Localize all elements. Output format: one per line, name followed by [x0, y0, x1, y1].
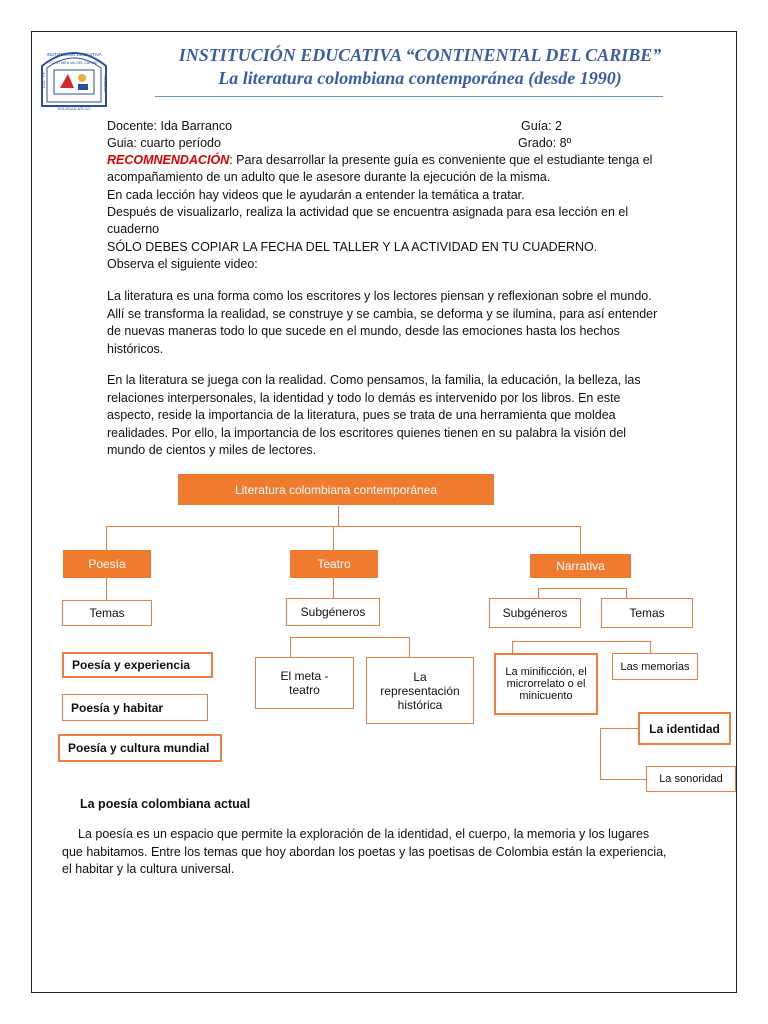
connector [580, 526, 581, 554]
connector [600, 728, 601, 780]
teatro-item-2: La representación histórica [366, 657, 474, 724]
svg-text:CONTINENTAL DEL CARIBE: CONTINENTAL DEL CARIBE [50, 61, 98, 65]
recommendation-line1 [107, 152, 652, 170]
paragraph-1: La literatura es una forma como los escritores y los lectores piensan y reflexionan sobre el mundo. Allí se transforma la realidad, se construye y se cambia, se deforma y se ilumina, para así entender de nuevas maneras todo lo que sucede en el mundo, desde las emociones hasta los hechos históricos. [107, 289, 658, 356]
connector [290, 637, 291, 657]
teacher-name: Docente: Ida Barranco [107, 119, 233, 133]
teatro-subgeneros-node: Subgéneros [286, 598, 380, 626]
teatro-item-1: El meta - teatro [255, 657, 354, 709]
connector [538, 588, 626, 589]
svg-text:SOLEDAD ATLCO: SOLEDAD ATLCO [57, 106, 91, 111]
connector [538, 588, 539, 598]
recommendation-line3: En cada lección hay videos que le ayudarán a entender la temática a tratar. [107, 188, 525, 202]
paragraph-2: En la literatura se juega con la realidad. Como pensamos, la familia, la educación, la belleza, las relaciones interpersonales, la identidad y todo lo demás es intervenido por los libros. En este aspecto, reside la importancia de la literatura, pues se trata de una herramienta que moldea realidades. Por ello, la importancia de los escritores quienes tienen en su palabra la visión del mundo de cientos y miles de lectores. [107, 373, 641, 457]
recommendation-line5: cuaderno [107, 222, 160, 236]
connector [600, 779, 646, 780]
narrativa-tema-item-1: La identidad [638, 712, 731, 745]
section-title: La poesía colombiana actual [80, 797, 251, 811]
connector [600, 728, 638, 729]
connector [333, 526, 334, 550]
poesia-item-2: Poesía y habitar [62, 694, 208, 721]
connector [106, 526, 581, 527]
recommendation-line4: Después de visualizarlo, realiza la actividad que se encuentra asignada para esa lección en el [107, 205, 629, 219]
narrativa-temas-node: Temas [601, 598, 693, 628]
poesia-item-3: Poesía y cultura mundial [58, 734, 222, 762]
narrativa-sub-item-2: Las memorias [612, 653, 698, 680]
narrativa-sub-item-1: La minificción, el microrrelato o el minicuento [494, 653, 598, 715]
connector [290, 637, 409, 638]
recommendation-line2: acompañamiento de un adulto que le asesore durante la ejecución de la misma. [107, 170, 551, 184]
teatro-node: Teatro [290, 550, 378, 578]
narrativa-tema-item-2: La sonoridad [646, 766, 736, 792]
guide-period: Guia: cuarto período [107, 136, 221, 150]
poesia-node: Poesía [63, 550, 151, 578]
connector [512, 641, 650, 642]
root-node: Literatura colombiana contemporánea [178, 474, 494, 505]
svg-text:TRABAJO: TRABAJO [103, 74, 108, 93]
recommendation-line7: Observa el siguiente video: [107, 257, 258, 271]
section-body: La poesía es un espacio que permite la exploración de la identidad, el cuerpo, la memoria y los lugares que habitamos. Entre los temas que hoy abordan los poetas y las poetisas de Colombia están la experiencia, el habitar y la cultura universal. [62, 827, 667, 876]
connector [106, 578, 107, 600]
narrativa-subgeneros-node: Subgéneros [489, 598, 581, 628]
recommendation-text: : Para desarrollar la presente guía es conveniente que el estudiante tenga el [229, 153, 653, 167]
poesia-item-1: Poesía y experiencia [62, 652, 213, 678]
guide-number: Guía: 2 [521, 119, 562, 133]
connector [650, 641, 651, 653]
school-logo [38, 44, 110, 114]
grade: Grado: 8º [518, 136, 572, 150]
recommendation-label: RECOMNENDACIÓN [107, 153, 230, 167]
connector [626, 588, 627, 598]
connector [409, 637, 410, 657]
narrativa-node: Narrativa [530, 554, 631, 578]
connector [512, 641, 513, 653]
institution-title: INSTITUCIÓN EDUCATIVA “CONTINENTAL DEL CARIBE” [178, 45, 662, 65]
poesia-temas-node: Temas [62, 600, 152, 626]
svg-text:LUZ · FE: LUZ · FE [41, 71, 46, 88]
svg-text:INSTITUCION EDUCATIVA: INSTITUCION EDUCATIVA [46, 52, 102, 57]
guide-subtitle: La literatura colombiana contemporánea (desde 1990) [218, 68, 622, 88]
connector [338, 506, 339, 526]
recommendation-line6: SÓLO DEBES COPIAR LA FECHA DEL TALLER Y LA ACTIVIDAD EN TU CUADERNO. [107, 240, 598, 254]
connector [106, 526, 107, 550]
header-divider [155, 96, 663, 97]
connector [333, 578, 334, 598]
